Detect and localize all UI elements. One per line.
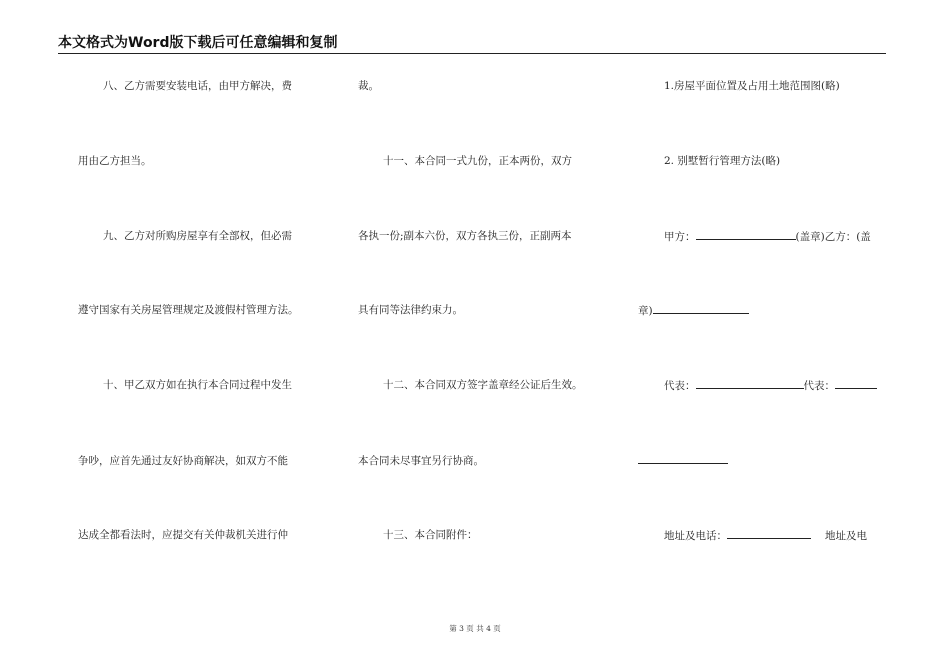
representative-a-blank: [696, 378, 804, 389]
col3-seal-line: [638, 303, 749, 318]
representative-b-blank: [835, 378, 877, 389]
address-phone-b-label: 地址及电: [825, 530, 867, 542]
address-phone-a-blank: [727, 528, 811, 539]
party-b-signature-blank: [653, 303, 749, 314]
col2-line-6: 本合同未尽事宜另行协商。: [358, 455, 484, 467]
col2-line-3: 各执一份;副本六份，双方各执三份，正副两本: [358, 230, 572, 242]
col3-attachment-2: 2. 别墅暂行管理方法(略): [664, 155, 781, 167]
col1-line-6: 争吵，应首先通过友好协商解决，如双方不能: [78, 455, 288, 467]
col3-address-line: [664, 528, 867, 543]
col2-line-4: 具有同等法律约束力。: [358, 304, 463, 316]
col1-line-1: 八、乙方需要安装电话，由甲方解决，费: [103, 80, 292, 92]
address-phone-a-label: 地址及电话：: [664, 530, 727, 542]
party-a-signature-blank: [696, 229, 796, 240]
col3-party-line: [664, 229, 871, 244]
col2-line-1: 裁。: [358, 80, 379, 92]
page-footer: 第 3 页 共 4 页: [449, 624, 501, 633]
col2-line-2: 十一、本合同一式九份，正本两份，双方: [383, 155, 572, 167]
seal-label: 章): [638, 305, 653, 317]
col2-line-5: 十二、本合同双方签字盖章经公证后生效。: [383, 379, 583, 391]
col1-line-2: 用由乙方担当。: [78, 155, 152, 167]
col1-line-5: 十、甲乙双方如在执行本合同过程中发生: [103, 379, 292, 391]
representative-b-continued-blank: [638, 463, 728, 464]
col2-line-7: 十三、本合同附件：: [383, 529, 478, 541]
col1-line-4: 遵守国家有关房屋管理规定及渡假村管理方法。: [78, 304, 299, 316]
header-divider: [58, 53, 886, 54]
representative-a-label: 代表：: [664, 380, 696, 392]
col3-representative-line: [664, 378, 877, 393]
col1-line-7: 达成全都看法时，应提交有关仲裁机关进行仲: [78, 529, 288, 541]
party-a-label: 甲方：: [664, 231, 696, 243]
representative-b-label: 代表：: [803, 380, 835, 392]
seal-party-b-label: (盖章)乙方：(盖: [795, 231, 871, 243]
col1-line-3: 九、乙方对所购房屋享有全部权，但必需: [103, 230, 292, 242]
document-header-title: 本文格式为Word版下载后可任意编辑和复制: [58, 35, 338, 51]
col3-attachment-1: 1.房屋平面位置及占用土地范围图(略): [664, 80, 840, 92]
